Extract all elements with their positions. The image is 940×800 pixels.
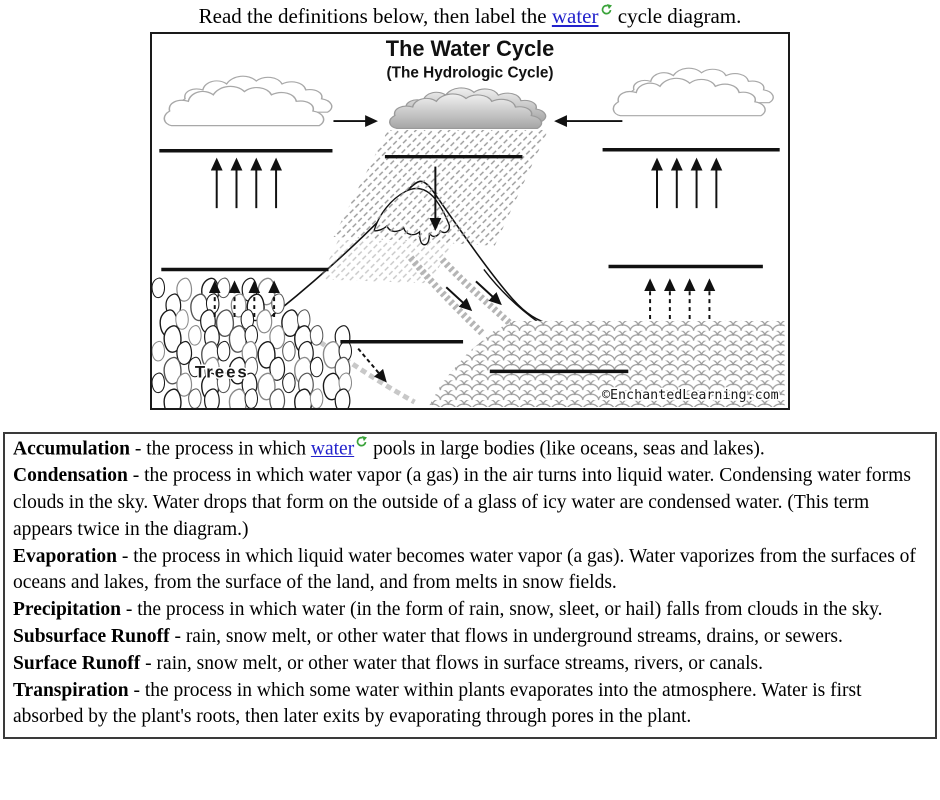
definition-term: Subsurface Runoff [13, 626, 170, 648]
water-link[interactable]: water [551, 4, 599, 28]
definition-term: Precipitation [13, 599, 121, 621]
definition-item: Evaporation - the process in which liquid water becomes water vapor (a gas). Water vaporizes from the surfaces of oceans and lakes, from the surface of the land, and from melts in snow fields. [13, 545, 916, 594]
instruction-prefix: Read the definitions below, then label the [198, 4, 552, 28]
definition-item: Surface Runoff - rain, snow melt, or other water that flows in surface streams, rivers, or canals. [13, 652, 764, 674]
definition-term: Surface Runoff [13, 652, 141, 674]
definitions-list [13, 436, 927, 731]
rain-hatching [333, 130, 548, 246]
copyright-text: ©EnchantedLearning.com [601, 388, 779, 404]
water-cycle-svg [152, 34, 788, 408]
instruction-line [0, 4, 940, 29]
rain-hatching-lower [320, 240, 453, 284]
water-cycle-diagram [150, 32, 790, 410]
instruction-suffix: cycle diagram. [612, 4, 742, 28]
diagram-title: The Water Cycle [385, 35, 555, 61]
diagram-subtitle: (The Hydrologic Cycle) [386, 64, 554, 82]
definition-term: Condensation [13, 465, 128, 487]
external-link-icon[interactable] [601, 4, 612, 15]
cloud-left [164, 76, 331, 125]
external-link-icon [356, 436, 367, 447]
cloud-right [613, 68, 773, 115]
definition-item: Precipitation - the process in which water (in the form of rain, snow, sleet, or hail) falls from clouds in the sky. [13, 599, 883, 621]
definition-term: Evaporation [13, 545, 118, 567]
definition-term: Accumulation [13, 438, 130, 460]
definition-item: Transpiration - the process in which some water within plants evaporates into the atmosphere. Water is first absorbed by the plant's roots, then later exits by evaporating through pores in the plant. [13, 679, 862, 728]
cloud-center-rain [390, 88, 546, 128]
definition-term: Transpiration [13, 679, 129, 701]
definition-item: Subsurface Runoff - rain, snow melt, or other water that flows in underground streams, drains, or sewers. [13, 626, 843, 648]
definition-item: Condensation - the process in which water vapor (a gas) in the air turns into liquid water. Condensing water forms clouds in the sky. Water drops that form on the outside of a glass of icy water are condensed water. (This term appears twice in the diagram.) [13, 465, 911, 540]
definitions-panel [3, 432, 937, 739]
water-link[interactable]: water [310, 438, 355, 460]
trees-label: Trees [194, 362, 249, 382]
definition-item: Accumulation - the process in which water pools in large bodies (like oceans, seas and lakes). [13, 436, 927, 463]
